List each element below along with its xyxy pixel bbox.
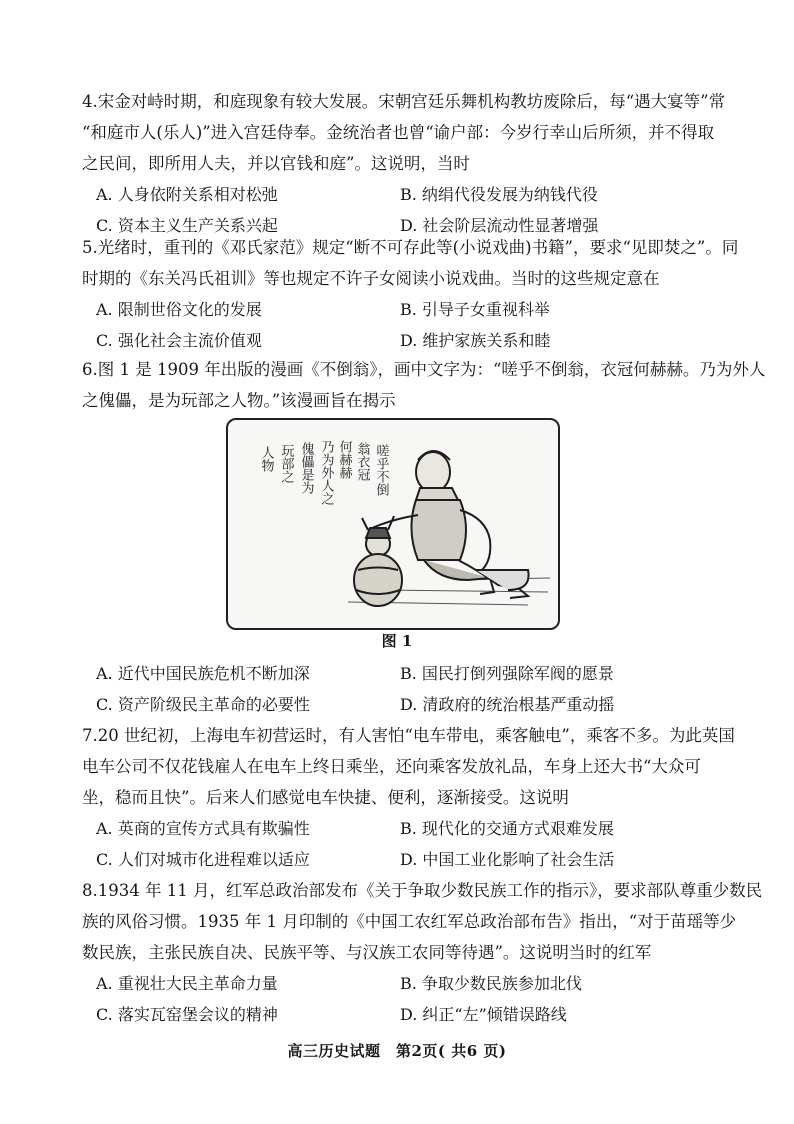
question-6 [82, 354, 766, 416]
question-text-line: “和庭市人(乐人)”进入宫廷侍奉。金统治者也曾“谕户部：今岁行幸山后所须，并不得取 [82, 123, 715, 142]
question-text-line: 电车公司不仅花钱雇人在电车上终日乘坐，还向乘客发放礼品，车身上还大书“大众可 [82, 757, 701, 776]
options-row [82, 999, 722, 1030]
option-c[interactable]: C. 资本主义生产关系兴起 [96, 216, 278, 235]
inscription-col: 乃为外人之 [318, 440, 334, 505]
options-row [82, 968, 722, 999]
option-c[interactable]: C. 落实瓦窑堡会议的精神 [96, 1005, 278, 1024]
option-b[interactable]: B. 国民打倒列强除军阀的愿景 [400, 664, 614, 683]
question-6-options [82, 658, 722, 720]
figure-caption: 图 1 [381, 632, 413, 650]
tumbler-doll [354, 516, 402, 606]
question-text-line: 坐，稳而且快”。后来人们感觉电车快捷、便利，逐渐接受。这说明 [82, 788, 569, 807]
question-text-line: 6.图 1 是 1909 年出版的漫画《不倒翁》，画中文字为：“嗟乎不倒翁，衣冠何赫赫。乃为外人 [82, 360, 766, 379]
option-b[interactable]: B. 引导子女重视科举 [400, 300, 550, 319]
inscription-col: 嗟乎不倒 [373, 444, 389, 496]
question-7 [82, 720, 735, 875]
inscription-col: 翁衣冠 [354, 442, 370, 481]
option-d[interactable]: D. 中国工业化影响了社会生活 [400, 850, 615, 869]
cartoon-figure [226, 418, 560, 630]
inscription-col: 何赫赫 [336, 440, 352, 479]
option-a[interactable]: A. 英商的宣传方式具有欺骗性 [96, 819, 310, 838]
page-footer: 高三历史试题 第2页( 共6 页) [287, 1042, 507, 1060]
options-row [82, 325, 722, 356]
option-b[interactable]: B. 争取少数民族参加北伐 [400, 974, 582, 993]
option-a[interactable]: A. 近代中国民族危机不断加深 [96, 664, 310, 683]
options-row [82, 179, 722, 210]
option-b[interactable]: B. 现代化的交通方式艰难发展 [400, 819, 614, 838]
cartoon-drawing [228, 420, 558, 628]
option-a[interactable]: A. 限制世俗文化的发展 [96, 300, 262, 319]
option-d[interactable]: D. 社会阶层流动性显著增强 [400, 216, 599, 235]
option-c[interactable]: C. 资产阶级民主革命的必要性 [96, 695, 310, 714]
cartoon-inscription [259, 440, 390, 505]
option-d[interactable]: D. 清政府的统治根基严重动摇 [400, 695, 615, 714]
options-row [82, 844, 722, 875]
option-a[interactable]: A. 人身依附关系相对松弛 [96, 185, 278, 204]
question-8 [82, 875, 763, 1030]
question-4 [82, 86, 726, 241]
inscription-col: 傀儡是为 [298, 442, 314, 494]
question-text-line: 之傀儡，是为玩部之人物。”该漫画旨在揭示 [82, 391, 396, 410]
options-row [82, 658, 722, 689]
option-b[interactable]: B. 纳绢代役发展为纳钱代役 [400, 185, 598, 204]
option-a[interactable]: A. 重视壮大民主革命力量 [96, 974, 278, 993]
question-text-line: 时期的《东关冯氏祖训》等也规定不许子女阅读小说戏曲。当时的这些规定意在 [82, 269, 660, 288]
options-row [82, 294, 722, 325]
question-text-line: 之民间，即所用人夫，并以官钱和庭”。这说明，当时 [82, 154, 470, 173]
question-text-line: 7.20 世纪初，上海电车初营运时，有人害怕“电车带电，乘客触电”，乘客不多。为此英国 [82, 726, 735, 745]
question-text-line: 族的风俗习惯。1935 年 1 月印制的《中国工农红军总政治部布告》指出，“对于苗瑶等少 [82, 912, 737, 931]
question-text-line: 4.宋金对峙时期，和庭现象有较大发展。宋朝宫廷乐舞机构教坊废除后，每“遇大宴等”常 [82, 92, 726, 111]
question-5 [82, 232, 739, 356]
options-row [82, 689, 722, 720]
options-row [82, 813, 722, 844]
inscription-col: 玩部之 [278, 444, 294, 483]
option-d[interactable]: D. 维护家族关系和睦 [400, 331, 551, 350]
inscription-col: 人物 [258, 446, 274, 472]
option-c[interactable]: C. 人们对城市化进程难以适应 [96, 850, 310, 869]
question-text-line: 数民族，主张民族自决、民族平等、与汉族工农同等待遇”。这说明当时的红军 [82, 943, 652, 962]
question-text-line: 8.1934 年 11 月，红军总政治部发布《关于争取少数民族工作的指示》，要求部队尊重少数民 [82, 881, 763, 900]
option-d[interactable]: D. 纠正“左”倾错误路线 [400, 1005, 567, 1024]
question-text-line: 5.光绪时，重刊的《邓氏家范》规定“断不可存此等(小说戏曲)书籍”，要求“见即焚之”。同 [82, 238, 739, 257]
option-c[interactable]: C. 强化社会主流价值观 [96, 331, 262, 350]
